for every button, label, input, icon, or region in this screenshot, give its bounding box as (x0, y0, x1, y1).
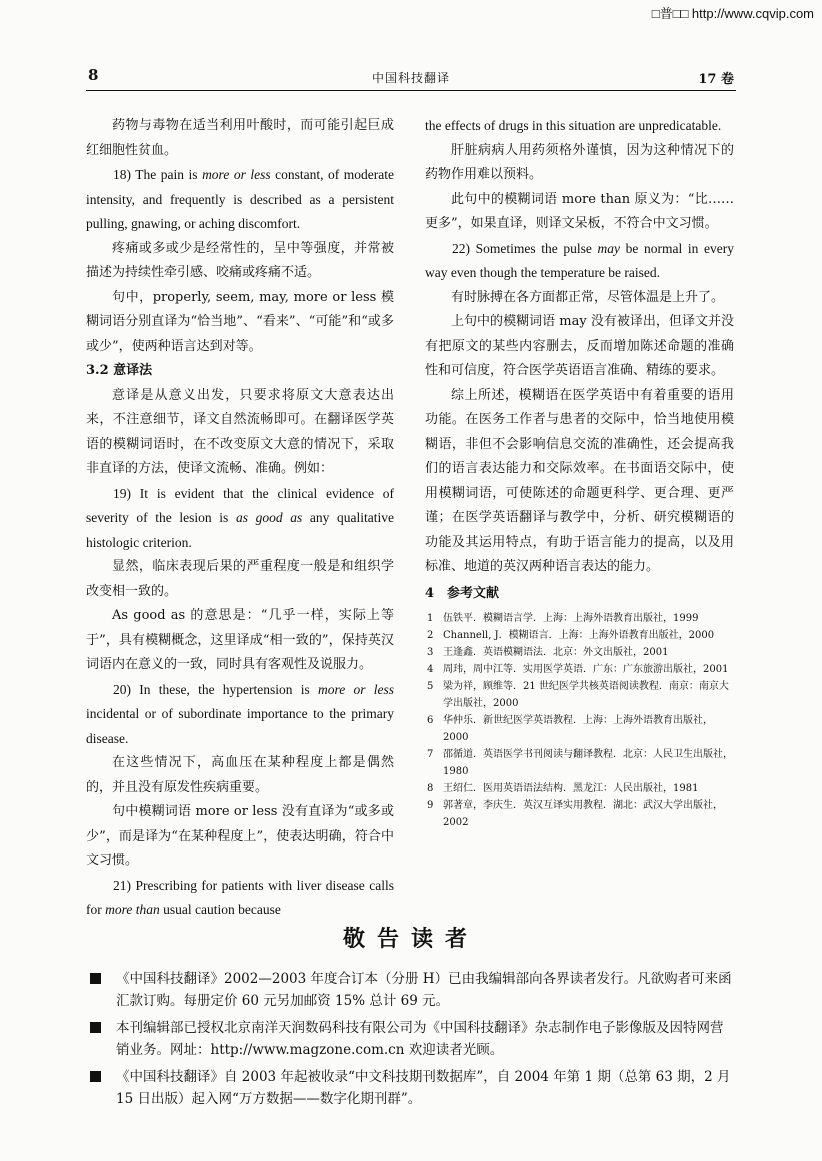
paragraph-zh: 意译是从意义出发，只要求将原文大意表达出来，不注意细节，译文自然流畅即可。在翻译医学英语的模糊词语时，在不改变原文大意的情况下，采取非直译的方法，使译文流畅、准确。例如： (86, 387, 394, 476)
reference-item (425, 644, 734, 661)
left-column (86, 114, 394, 923)
paragraph-zh: 句中，properly, seem, may, more or less 模糊词语分别直译为“恰当地”、“看来”、“可能”和“或多或少”，使两种语言达到对等。 (86, 289, 394, 354)
notice-title: 敬告读者 (342, 926, 479, 952)
reference-text: 伍铁平．模糊语言学．上海：上海外语教育出版社，1999 (443, 613, 699, 624)
watermark: □普□□ http://www.cqvip.com (651, 6, 814, 21)
reference-number: 2 (427, 630, 434, 641)
example-text: incidental or of subordinate importance to the primary disease. (86, 706, 394, 746)
paragraph-zh: 肝脏病病人用药须格外谨慎，因为这种情况下的药物作用难以预料。 (425, 142, 734, 182)
paragraph-zh: As good as 的意思是：“几乎一样，实际上等于”，具有模糊概念，这里译成“相一致的”，保持英汉词语内在意义的一致，同时具有客观性及说服力。 (86, 608, 394, 672)
reference-item (425, 746, 734, 780)
paragraph-zh: 疼痛或多或少是经常性的，呈中等强度，并常被描述为持续性牵引感、咬痛或疼痛不适。 (86, 240, 394, 280)
reference-item (425, 678, 734, 712)
example-sentence (425, 237, 734, 286)
example-text: any qualitative histologic criterion. (86, 510, 394, 550)
example-text: 22) Sometimes the pulse (452, 240, 598, 256)
reference-item (425, 712, 734, 746)
example-sentence (86, 163, 394, 237)
fuzzy-term: more than (105, 902, 160, 917)
reference-number: 5 (427, 681, 434, 692)
paragraph-zh: 综上所述，模糊语在医学英语中有着重要的语用功能。在医务工作者与患者的交际中，恰当地使用模糊语，非但不会影响信息交流的准确性，还会提高我们的语言表达能力和交际效率。在书面语交际中，使用模糊词语，可使陈述的命题更科学、更合理、更严谨；在医学英语翻译与教学中，分析、研究模糊语的功能及其运用特点，有助于语言能力的提高，以及用标准、地道的英汉两种语言表达的能力。 (425, 387, 734, 574)
reference-text: 华仲乐．新世纪医学英语教程．上海：上海外语教育出版社，2000 (443, 715, 713, 743)
paragraph-zh: 此句中的模糊词语 more than 原义为：“比……更多”，如果直译，则译文呆板，不符合中文习惯。 (425, 191, 734, 231)
fuzzy-term: as good as (235, 510, 303, 525)
volume-label: 17 卷 (698, 72, 734, 87)
reference-item (425, 610, 734, 627)
example-text: 18) The pain is (113, 167, 203, 182)
notice-item (86, 1066, 736, 1110)
example-text: usual caution because (159, 902, 281, 917)
reference-item (425, 661, 734, 678)
reference-number: 8 (427, 783, 434, 794)
reference-text: 王绍仁．医用英语语法结构．黑龙江：人民出版社，1981 (443, 783, 699, 794)
running-header (86, 66, 736, 91)
right-column (425, 114, 734, 831)
paragraph-zh: 有时脉搏在各方面都正常，尽管体温是上升了。 (451, 289, 725, 305)
reference-item (425, 780, 734, 797)
fuzzy-term: may (597, 240, 621, 256)
example-text: 20) In these, the hypertension is (113, 681, 319, 697)
paragraph-zh: 在这些情况下，高血压在某种程度上都是偶然的，并且没有原发性疾病重要。 (86, 755, 394, 795)
references-list (425, 610, 734, 831)
reference-text: Channell, J．模糊语言．上海：上海外语教育出版社，2000 (443, 630, 715, 641)
example-sentence (86, 482, 394, 556)
example-text: be normal in every way even though the temperature be raised. (425, 240, 735, 280)
reference-number: 1 (427, 613, 434, 624)
paragraph-zh: 药物与毒物在适当利用叶酸时，而可能引起巨成红细胞性贫血。 (86, 118, 394, 158)
notice-text: 《中国科技翻译》自 2003 年起被收录“中文科技期刊数据库”，自 2004 年第 1 期（总第 63 期，2 月 15 日出版）起入网“万方数据——数字化期刊群”。 (116, 1069, 731, 1107)
paragraph-zh: 上句中的模糊词语 may 没有被译出，但译文并没有把原文的某些内容删去，反而增加陈述命题的准确性和可信度，符合医学英语语言准确、精练的要求。 (425, 314, 734, 378)
references-heading: 4 参考文献 (425, 585, 500, 601)
example-text: 21) Prescribing for patients with liver disease calls for (86, 877, 394, 917)
paragraph-zh: 句中模糊词语 more or less 没有直译为“或多或少”，而是译为“在某种程度上”，使表达明确，符合中文习惯。 (86, 804, 394, 868)
paragraph-zh: 显然，临床表现后果的严重程度一般是和组织学改变相一致的。 (86, 559, 394, 599)
square-bullet-icon (90, 1022, 101, 1033)
notice-list (86, 968, 736, 1115)
example-sentence (86, 678, 394, 752)
reference-text: 周玮，周中江等．实用医学英语．广东：广东旅游出版社，2001 (443, 664, 729, 675)
reference-number: 4 (427, 664, 434, 675)
reference-text: 王逢鑫．英语模糊语法．北京：外文出版社，2001 (443, 647, 669, 658)
square-bullet-icon (90, 1071, 101, 1082)
example-text: constant, of moderate intensity, and frequently is described as a persistent pulling, gnawing, or aching discomfort. (86, 167, 394, 231)
fuzzy-term: more or less (318, 681, 395, 697)
paragraph-en: the effects of drugs in this situation are unpredicatable. (425, 118, 722, 133)
notice-text: 本刊编辑部已授权北京南洋天润数码科技有限公司为《中国科技翻译》杂志制作电子影像版及因特网营销业务。网址：http://www.magzone.com.cn 欢迎读者光顾。 (116, 1020, 724, 1058)
reference-text: 邵循道．英语医学书刊阅读与翻译教程．北京：人民卫生出版社，1980 (443, 749, 733, 777)
reference-item (425, 797, 734, 831)
section-heading: 3.2 意译法 (86, 363, 153, 378)
reference-text: 梁为祥，顾维等．21 世纪医学共核英语阅读教程．南京：南京大学出版社，2000 (443, 681, 729, 709)
fuzzy-term: more or less (202, 167, 271, 182)
notice-text: 《中国科技翻译》2002—2003 年度合订本（分册 H）已由我编辑部向各界读者发行。凡欲购者可来函汇款订购。每册定价 60 元另加邮资 15% 总计 69 元。 (116, 971, 732, 1009)
reference-number: 9 (427, 800, 434, 811)
journal-name: 中国科技翻译 (371, 71, 450, 85)
reference-number: 7 (427, 749, 434, 760)
notice-item (86, 1017, 736, 1061)
notice-item (86, 968, 736, 1012)
example-text: 19) It is evident that the clinical evidence of severity of the lesion is (86, 485, 394, 525)
square-bullet-icon (90, 973, 101, 984)
reference-number: 3 (427, 647, 434, 658)
page-number: 8 (88, 66, 99, 84)
reference-item (425, 627, 734, 644)
example-sentence (86, 874, 394, 923)
reference-text: 郭著章，李庆生．英汉互译实用教程．湖北：武汉大学出版社，2002 (443, 800, 723, 828)
reference-number: 6 (427, 715, 434, 726)
